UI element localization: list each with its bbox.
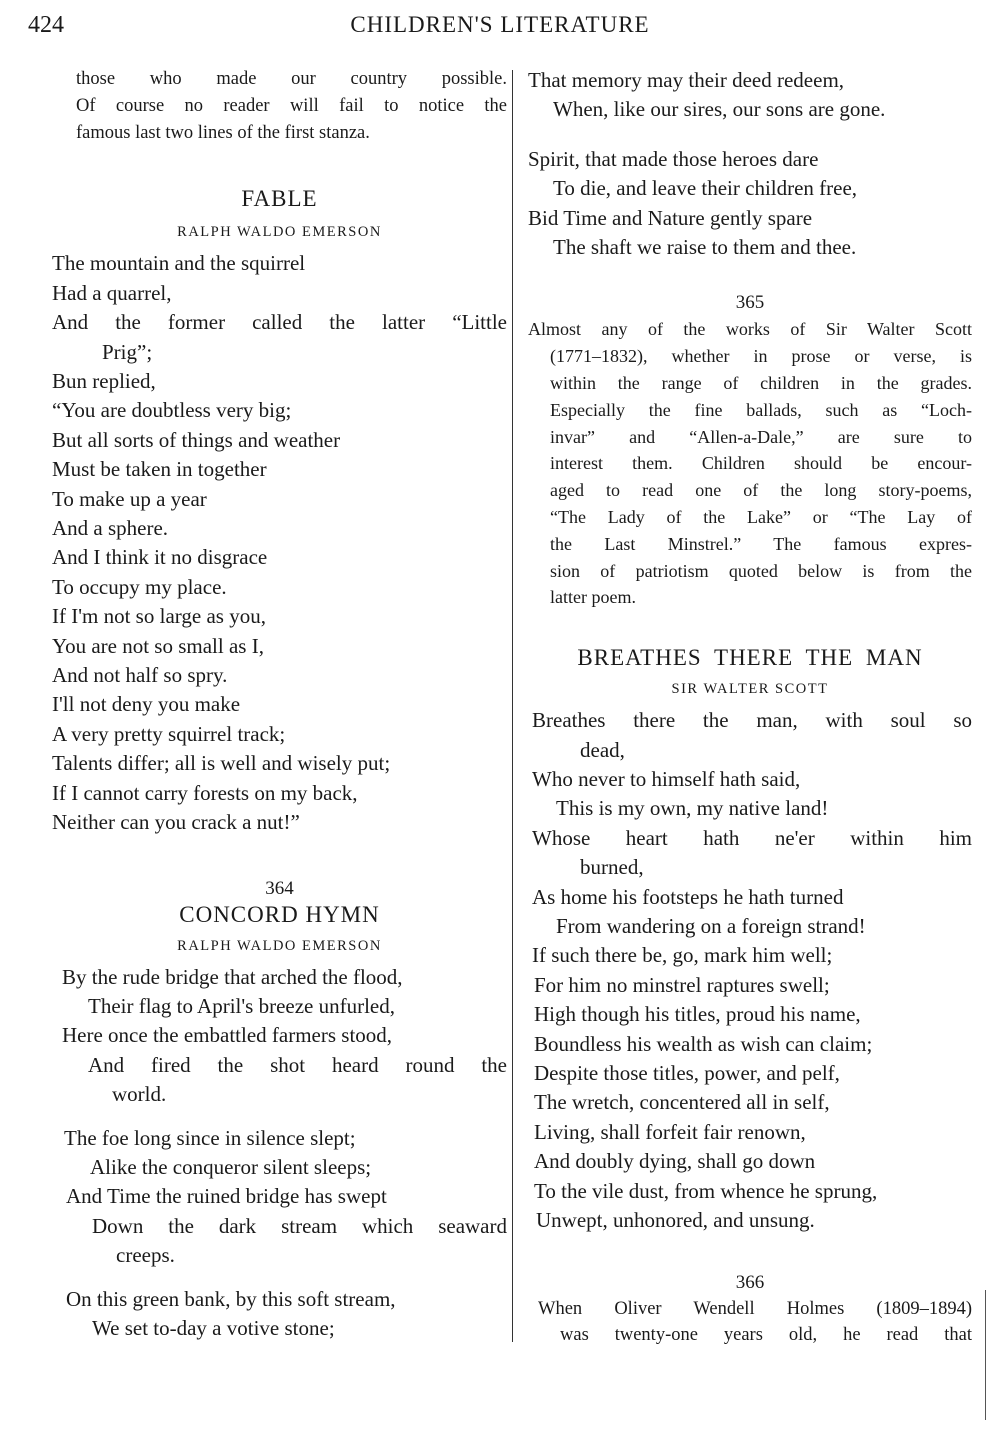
left-column <box>52 66 507 1343</box>
poem-line: And fired the shot heard round the <box>88 1052 507 1077</box>
poem-line: The shaft we raise to them and thee. <box>553 235 857 260</box>
poem-line: You are not so small as I, <box>52 633 264 658</box>
note-line: invar” and “Allen-a-Dale,” are sure to <box>550 426 972 447</box>
page-number: 424 <box>28 12 64 38</box>
poem-line: And a sphere. <box>52 516 169 541</box>
poem-line: Prig”; <box>102 339 153 364</box>
poem-line: If such there be, go, mark him well; <box>532 943 833 968</box>
poem-line: Alike the conqueror silent sleeps; <box>90 1154 372 1179</box>
note-line: Almost any of the works of Sir Walter Scott <box>528 319 972 340</box>
hymn-title: CONCORD HYMN <box>179 901 380 927</box>
poem-line: Whose heart hath ne'er within him <box>532 825 972 850</box>
note-line: was twenty-one years old, he read that <box>560 1325 972 1346</box>
poem-line: That memory may their deed redeem, <box>528 68 845 92</box>
poem-line: For him no minstrel raptures swell; <box>534 972 830 997</box>
poem-line: And not half so spry. <box>52 663 228 688</box>
poem-line: dead, <box>580 737 625 762</box>
poem-line: Spirit, that made those heroes dare <box>528 146 819 171</box>
note-line: famous last two lines of the first stanza. <box>76 122 370 143</box>
poem-line: To make up a year <box>52 486 207 511</box>
poem-line: The wretch, concentered all in self, <box>534 1090 830 1115</box>
poem-line: The foe long since in silence slept; <box>64 1125 356 1150</box>
poem-line: creeps. <box>116 1243 175 1268</box>
fable-title: FABLE <box>241 186 318 212</box>
note-line: Especially the fine ballads, such as “Loch- <box>550 399 972 420</box>
note-line: latter poem. <box>550 587 636 608</box>
note-line: those who made our country possible. <box>76 69 507 89</box>
note-line: interest them. Children should be encour- <box>550 453 972 474</box>
poem-line: Boundless his wealth as wish can claim; <box>534 1031 873 1056</box>
breathes-title: BREATHES THERE THE MAN <box>577 645 923 671</box>
poem-line: Bid Time and Nature gently spare <box>528 205 813 230</box>
breathes-poem <box>528 706 972 1235</box>
poem-line: But all sorts of things and weather <box>52 427 341 452</box>
poem-line: A very pretty squirrel track; <box>52 721 286 746</box>
right-column <box>528 66 972 1349</box>
scott-note <box>528 316 972 611</box>
poem-line: We set to-day a votive stone; <box>92 1315 335 1340</box>
poem-line: The mountain and the squirrel <box>52 251 306 276</box>
poem-line: As home his footsteps he hath turned <box>532 884 844 909</box>
running-head: CHILDREN'S LITERATURE <box>350 12 650 37</box>
poem-line: Had a quarrel, <box>52 280 172 305</box>
margin-rule <box>985 1290 986 1420</box>
poem-line: burned, <box>580 855 644 880</box>
note-line: When Oliver Wendell Holmes (1809–1894) <box>538 1298 972 1319</box>
section-number-364: 364 <box>265 877 294 899</box>
note-line: within the range of children in the grades. <box>550 373 972 394</box>
poem-line: To occupy my place. <box>52 574 227 599</box>
column-divider <box>512 70 513 1342</box>
poem-line: When, like our sires, our sons are gone. <box>553 97 886 122</box>
hymn-continued <box>528 66 972 262</box>
poem-line: Bun replied, <box>52 369 156 394</box>
poem-line: Unwept, unhonored, and unsung. <box>536 1208 815 1233</box>
note-line: Of course no reader will fail to notice the <box>76 95 507 116</box>
hymn-author: RALPH WALDO EMERSON <box>177 937 382 954</box>
poem-line: And I think it no disgrace <box>52 545 268 570</box>
hymn-poem <box>52 963 507 1344</box>
poem-line: Down the dark stream which seaward <box>92 1213 507 1238</box>
poem-line: High though his titles, proud his name, <box>534 1002 861 1027</box>
note-line: sion of patriotism quoted below is from the <box>550 560 972 581</box>
poem-line: From wandering on a foreign strand! <box>556 914 866 939</box>
page-header <box>0 12 1000 44</box>
section-number-366: 366 <box>735 1271 765 1293</box>
note-line: (1771–1832), whether in prose or verse, is <box>550 346 972 367</box>
poem-line: And Time the ruined bridge has swept <box>66 1184 387 1209</box>
poem-line: On this green bank, by this soft stream, <box>66 1286 396 1311</box>
holmes-note <box>528 1296 972 1350</box>
poem-line: Who never to himself hath said, <box>532 767 801 792</box>
poem-line: Talents differ; all is well and wisely put; <box>52 751 391 776</box>
poem-line: To die, and leave their children free, <box>553 176 858 201</box>
intro-note <box>52 66 507 146</box>
note-line: “The Lady of the Lake” or “The Lay of <box>550 507 972 528</box>
poem-line: “You are doubtless very big; <box>52 398 292 423</box>
poem-line: Breathes there the man, with soul so <box>532 708 972 733</box>
poem-line: By the rude bridge that arched the flood, <box>62 964 403 989</box>
poem-line: I'll not deny you make <box>52 692 241 717</box>
breathes-author: SIR WALTER SCOTT <box>671 681 829 698</box>
note-line: the Last Minstrel.” The famous expres- <box>550 533 972 554</box>
poem-line: If I'm not so large as you, <box>52 604 266 629</box>
note-line: aged to read one of the long story-poems, <box>550 480 972 501</box>
poem-line: world. <box>112 1082 167 1107</box>
fable-poem <box>52 249 507 837</box>
poem-line: If I cannot carry forests on my back, <box>52 780 358 805</box>
section-number-365: 365 <box>735 292 765 314</box>
poem-line: Here once the embattled farmers stood, <box>62 1023 393 1048</box>
poem-line: This is my own, my native land! <box>556 796 829 821</box>
poem-line: Living, shall forfeit fair renown, <box>534 1119 806 1144</box>
poem-line: And doubly dying, shall go down <box>534 1149 816 1174</box>
poem-line: Neither can you crack a nut!” <box>52 810 300 835</box>
poem-line: Despite those titles, power, and pelf, <box>534 1061 840 1086</box>
poem-line: And the former called the latter “Little <box>52 310 507 335</box>
poem-line: To the vile dust, from whence he sprung, <box>534 1178 878 1203</box>
poem-line: Their flag to April's breeze unfurled, <box>88 993 396 1018</box>
fable-author: RALPH WALDO EMERSON <box>177 224 382 241</box>
poem-line: Must be taken in together <box>52 457 267 482</box>
